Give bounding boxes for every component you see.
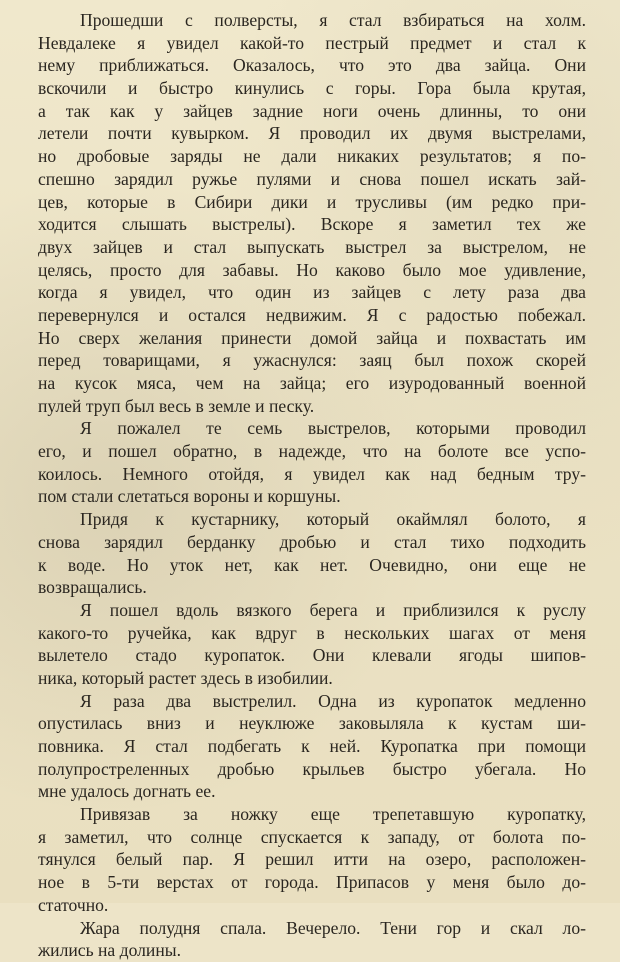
text-line: Я раза два выстрелил. Одна из куропаток медленно bbox=[80, 690, 586, 711]
text-line: к воде. Но уток нет, как нет. Очевидно, они еще не bbox=[38, 554, 586, 575]
text-line: опустилась вниз и неуклюже заковыляла к кустам ши- bbox=[38, 713, 586, 734]
text-line: Я пожалел те семь выстрелов, которыми проводил bbox=[80, 418, 586, 439]
text-line: возвращались. bbox=[38, 577, 147, 598]
text-line: двух зайцев и стал выпускать выстрел за выстрелом, не bbox=[38, 236, 586, 257]
text-line: вылетело стадо куропаток. Они клевали ягоды шипов- bbox=[38, 645, 586, 666]
text-line: цев, которые в Сибири дики и трусливы (им редко при- bbox=[38, 191, 586, 212]
text-line: вскочили и быстро кинулись с горы. Гора была крутая, bbox=[38, 78, 586, 99]
text-line: перед товарищами, я ужаснулся: заяц был похож скорей bbox=[38, 350, 586, 371]
text-line: Придя к кустарнику, который окаймлял болото, я bbox=[80, 509, 586, 530]
text-line: нему приближаться. Оказалось, что это два зайца. Они bbox=[38, 55, 586, 76]
text-line: Я пошел вдоль вязкого берега и приблизился к руслу bbox=[80, 599, 586, 620]
text-line: повника. Я стал подбегать к ней. Куропатка при помощи bbox=[38, 736, 586, 756]
text-line: полупростреленных дробью крыльев быстро убегала. Но bbox=[38, 758, 586, 779]
text-line: пом стали слетаться вороны и коршуны. bbox=[38, 486, 341, 507]
text-line: ника, который растет здесь в изобилии. bbox=[38, 667, 333, 688]
text-line: целясь, просто для забавы. Но каково было мое удивление, bbox=[38, 259, 586, 280]
text-line: Жара полудня спала. Вечерело. Тени гор и скал ло- bbox=[80, 917, 586, 938]
text-line: когда я увидел, что один из зайцев с лету раза два bbox=[38, 282, 586, 303]
text-line: пулей труп был весь в земле и песку. bbox=[38, 395, 315, 416]
text-line: ное в 5-ти верстах от города. Припасов у меня было до- bbox=[38, 872, 586, 893]
text-line: Но сверх желания принести домой зайца и похвастать им bbox=[38, 327, 586, 348]
text-line: но дробовые заряды не дали никаких результатов; я по- bbox=[38, 146, 586, 167]
text-line: тянулся белый пар. Я решил итти на озеро, расположен- bbox=[38, 849, 586, 870]
text-line: Прошедши с полверсты, я стал взбираться на холм. bbox=[80, 10, 586, 30]
page-text bbox=[38, 9, 586, 962]
text-line: летели почти кувырком. Я проводил их двумя выстрелами, bbox=[38, 123, 586, 144]
text-line: какого-то ручейка, как вдруг в нескольких шагах от меня bbox=[38, 622, 586, 643]
text-line: Невдалеке я увидел какой-то пестрый предмет и стал к bbox=[38, 32, 586, 53]
text-line: статочно. bbox=[38, 894, 109, 915]
text-line: на кусок мяса, чем на зайца; его изуродованный военной bbox=[38, 373, 586, 393]
text-line: коилось. Немного отойдя, я увидел как над бедным тру- bbox=[38, 463, 586, 484]
text-line: перевернулся и остался недвижим. Я с радостью побежал. bbox=[38, 304, 586, 325]
text-line: Привязав за ножку еще трепетавшую куропатку, bbox=[80, 804, 586, 825]
text-line: жились на долины. bbox=[38, 940, 181, 961]
text-line: а так как у зайцев задние ноги очень длинны, то они bbox=[38, 100, 586, 121]
text-line: ходится слышать выстрелы). Вскоре я заметил тех же bbox=[38, 214, 586, 235]
text-line: я заметил, что солнце спускается к западу, от болота по- bbox=[38, 826, 586, 847]
text-line: спешно зарядил ружье пулями и снова пошел искать зай- bbox=[38, 168, 586, 189]
text-line: мне удалось догнать ее. bbox=[38, 781, 216, 802]
text-line: снова зарядил берданку дробью и стал тихо подходить bbox=[38, 531, 586, 552]
text-line: его, и пошел обратно, в надежде, что на болоте все успо- bbox=[38, 441, 586, 462]
